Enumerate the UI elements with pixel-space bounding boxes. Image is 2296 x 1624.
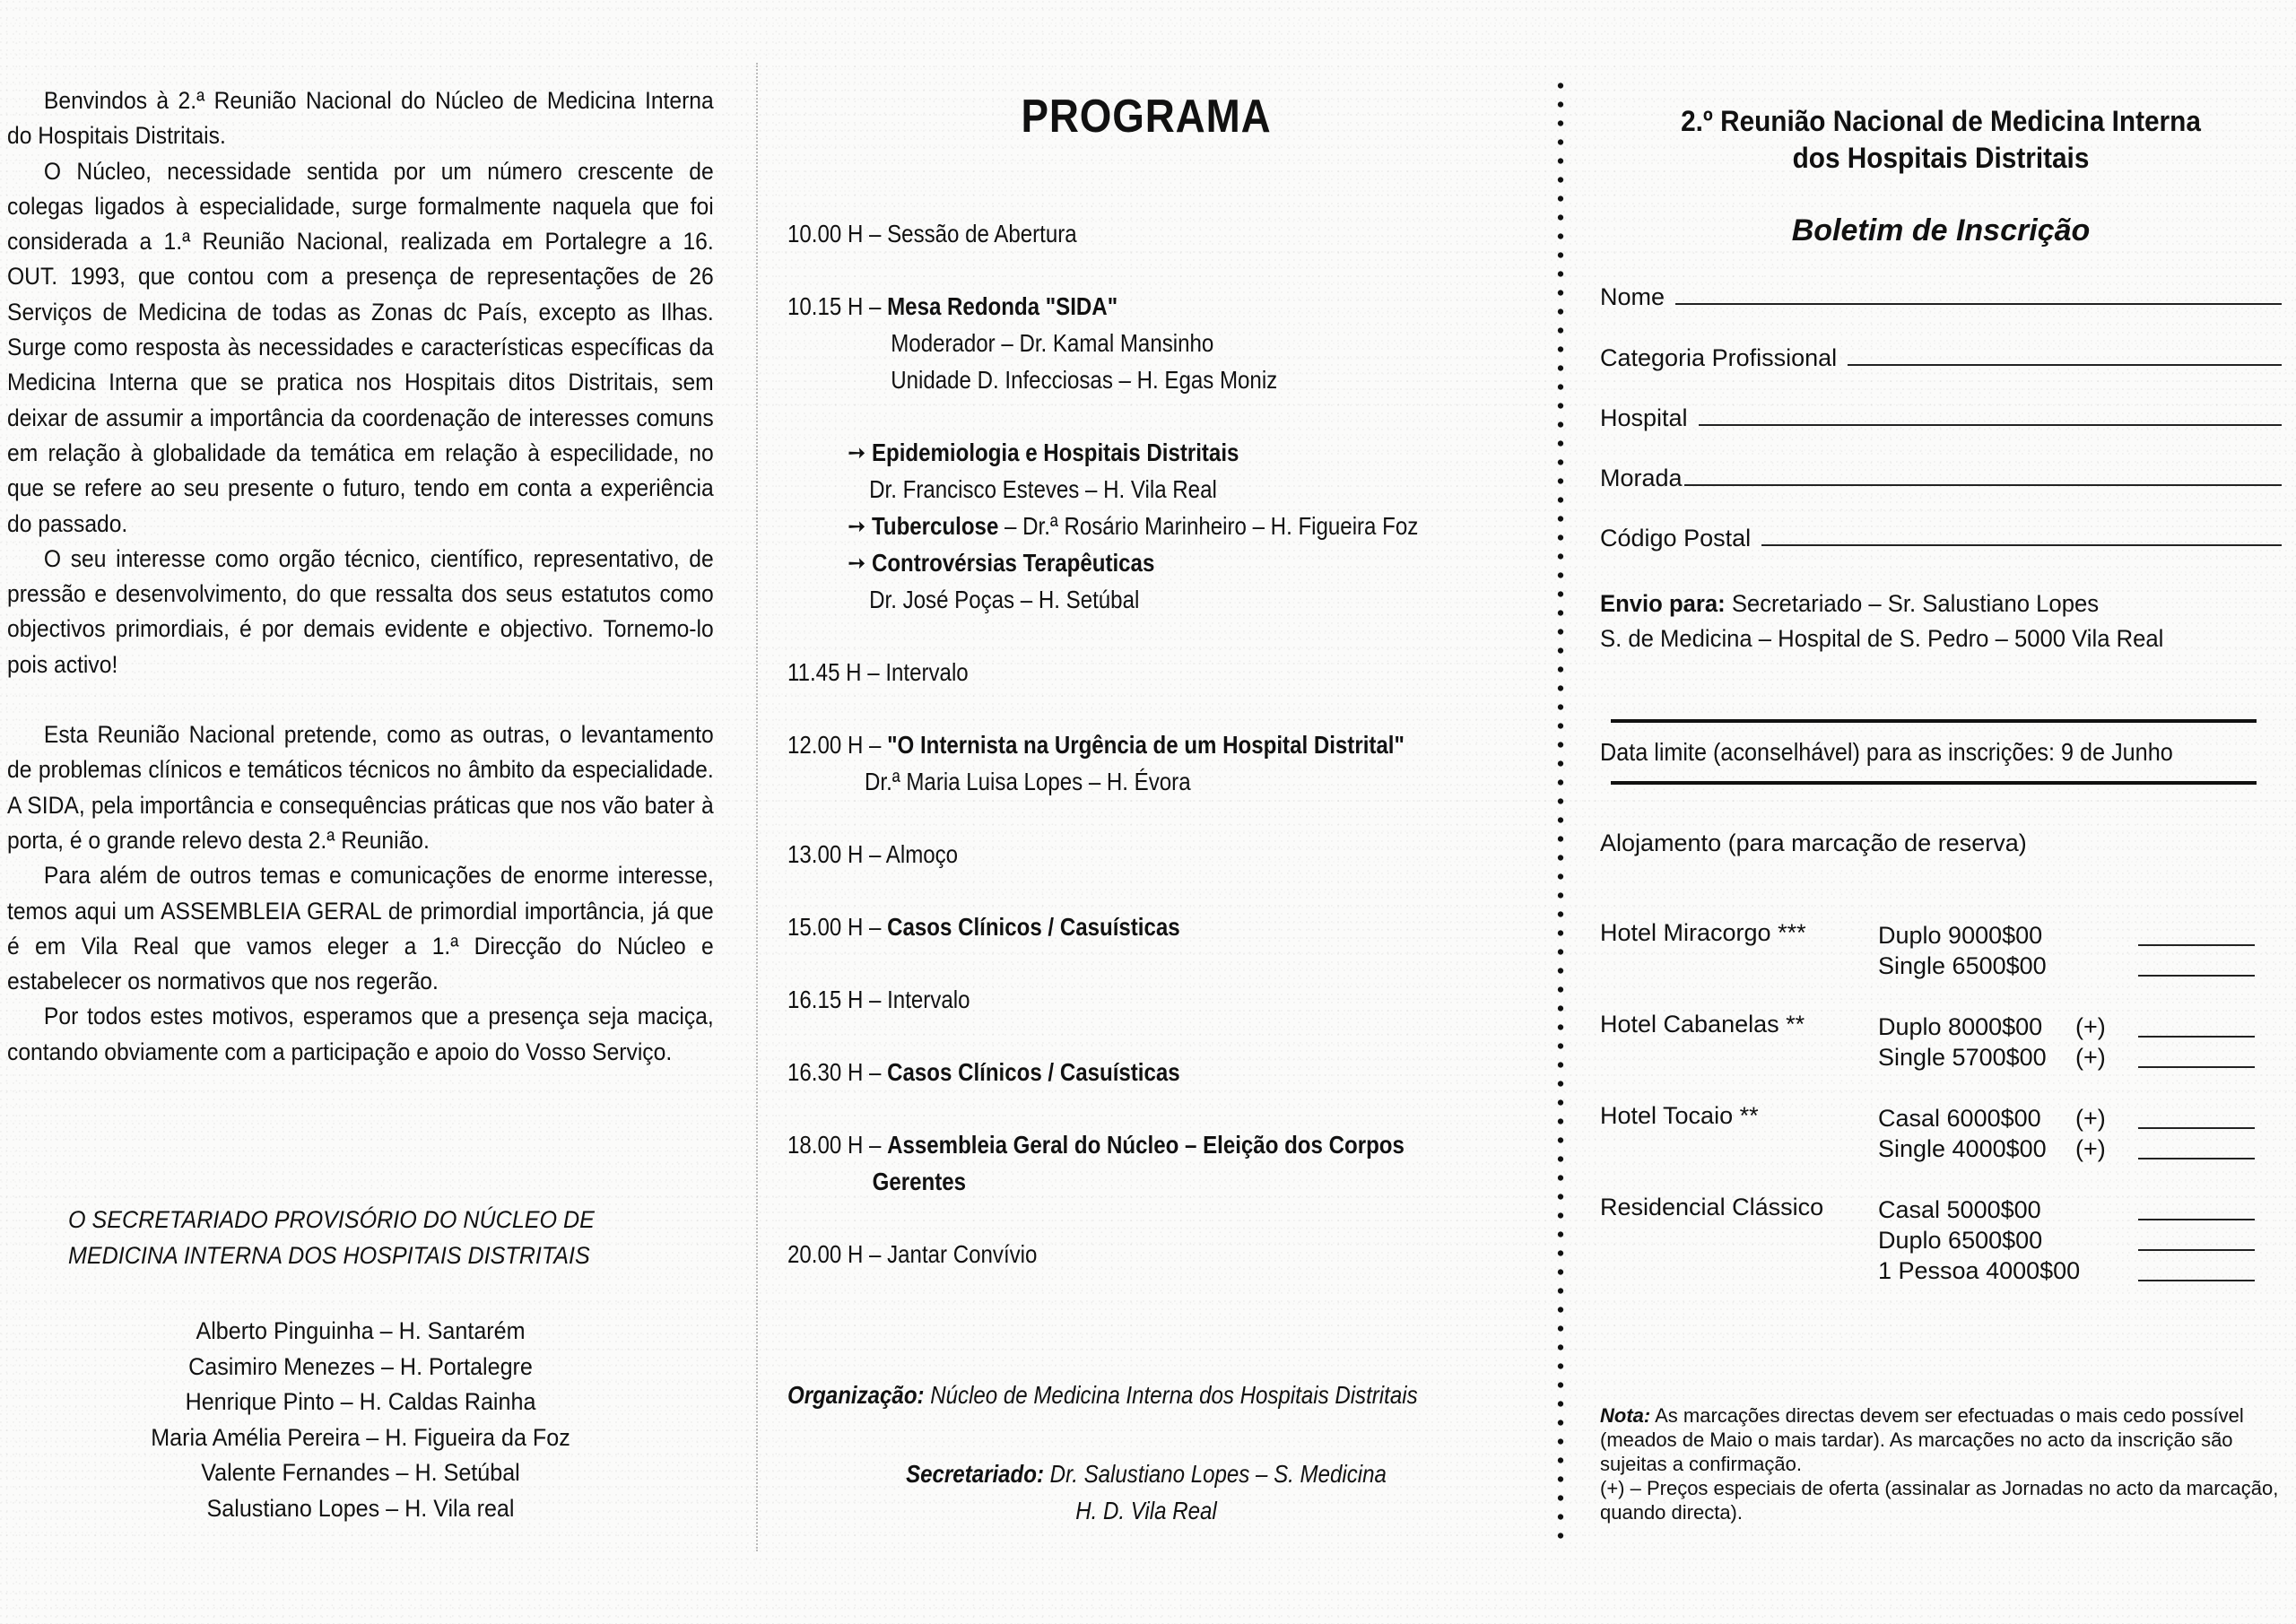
- room-option: [1600, 1224, 2282, 1255]
- item-title: Casos Clínicos / Casuísticas: [887, 1058, 1180, 1086]
- note-text: As marcações directas devem ser efectuadas o mais cedo possível (meados de Maio o mais tardar). As marcações no acto da inscrição são sujeitas a confirmação.: [1600, 1404, 2244, 1475]
- hotel-item: [1600, 919, 2282, 980]
- item-time: 13.00 H –: [787, 840, 886, 868]
- room-label: Single 5700$00: [1878, 1044, 2047, 1071]
- professional-category-field[interactable]: [1600, 344, 2282, 372]
- member: Valente Fernandes – H. Setúbal: [201, 1459, 520, 1486]
- arrow-icon: ➙: [848, 549, 866, 577]
- secretariat-title: O SECRETARIADO PROVISÓRIO DO NÚCLEO DE MEDICINA INTERNA DOS HOSPITAIS DISTRITAIS: [68, 1206, 595, 1269]
- item-time: 16.15 H –: [787, 986, 888, 1013]
- form-title: [1624, 103, 2258, 177]
- paragraph-meeting-goal: Esta Reunião Nacional pretende, como as outras, o levantamento de problemas clínicos e temáticos técnicos no âmbito da especialidade. A SIDA, pela importância e consequências práticas que nos vão bater à porta, é o grande relevo desta 2.ª Reunião.: [7, 721, 714, 854]
- deadline-text: Data limite (aconselhável) para as inscrições: 9 de Junho: [1600, 738, 2173, 766]
- divider: [1611, 781, 2257, 785]
- arrow-icon: ➙: [848, 512, 866, 540]
- address-field[interactable]: [1600, 465, 2282, 492]
- note-special-prices: (+) – Preços especiais de oferta (assinalar as Jornadas no acto da marcação, quando directa).: [1600, 1477, 2279, 1524]
- reservation-blank[interactable]: [2138, 1066, 2255, 1068]
- field-label: Morada: [1600, 465, 1683, 491]
- program-item: [787, 981, 1418, 1018]
- special-price-marker: (+): [2075, 1013, 2106, 1040]
- member: Casimiro Menezes – H. Portalegre: [188, 1352, 533, 1380]
- item-title: Sessão de Abertura: [887, 220, 1077, 248]
- reservation-blank[interactable]: [2138, 1158, 2255, 1159]
- item-title: "O Internista na Urgência de um Hospital Distrital": [887, 731, 1405, 759]
- perforation-cut-line: [1557, 76, 1564, 1547]
- item-time: 10.00 H –: [787, 220, 888, 248]
- item-title: Intervalo: [887, 986, 970, 1013]
- program-subitem: [787, 434, 1418, 508]
- item-title-continued: Gerentes: [872, 1168, 967, 1195]
- program-item: [787, 1236, 1418, 1272]
- postal-code-input-line[interactable]: [1761, 544, 2282, 546]
- item-title: Assembleia Geral do Núcleo – Eleição dos Corpos: [887, 1131, 1405, 1159]
- paragraph-nucleo: O Núcleo, necessidade sentida por um número crescente de colegas ligados à especialidade, surge formalmente naquela que foi considerada a 1.ª Reunião Nacional, realizada em Portalegre a 16. OUT. 1993, que contou com a presença de representações de 26 Serviços de Medicina de todas as Zonas dc País, excepto as Ilhas. Surge como resposta às necessidades e características específicas da Medicina Interna que se pratica nos Hospitais ditos Distritais, sem deixar de assumir a importância da coordenação de interesses comuns em relação à globalidade da temática em relação à especilidade, no que se refere ao seu presente o futuro, tendo em conta a experiência do passado.: [7, 157, 714, 537]
- form-title-line2: dos Hospitais Distritais: [1792, 142, 2090, 174]
- member: Alberto Pinguinha – H. Santarém: [196, 1317, 526, 1344]
- form-subtitle: Boletim de Inscrição: [1791, 213, 2091, 248]
- subitem-speaker: – Dr.ª Rosário Marinheiro – H. Figueira Foz: [998, 512, 1419, 540]
- secretariat-label: Secretariado:: [906, 1460, 1044, 1488]
- special-price-marker: (+): [2075, 1135, 2106, 1162]
- secretariat-value: Dr. Salustiano Lopes – S. Medicina: [1043, 1460, 1387, 1488]
- item-title: Casos Clínicos / Casuísticas: [887, 913, 1180, 941]
- room-option: [1600, 1041, 2282, 1072]
- room-label: Duplo 6500$00: [1878, 1227, 2043, 1254]
- item-title: Almoço: [885, 840, 959, 868]
- secretariat-line: [787, 1455, 1505, 1529]
- address-input-line[interactable]: [1684, 484, 2282, 486]
- note-label: Nota:: [1600, 1404, 1651, 1427]
- subitem-speaker: Dr. José Poças – H. Setúbal: [869, 586, 1140, 613]
- room-label: Casal 5000$00: [1878, 1196, 2041, 1223]
- paragraph-closing: Por todos estes motivos, esperamos que a presença seja maciça, contando obviamente com a participação e apoio do Vosso Serviço.: [7, 1003, 714, 1065]
- send-to-address: [1600, 586, 2163, 656]
- reservation-blank[interactable]: [2138, 1219, 2255, 1220]
- item-unit: Unidade D. Infecciosas – H. Egas Moniz: [891, 366, 1278, 394]
- subitem-speaker: Dr. Francisco Esteves – H. Vila Real: [869, 475, 1217, 503]
- room-label: Casal 6000$00: [1878, 1105, 2041, 1132]
- program-list: [787, 215, 1418, 1308]
- item-time: 20.00 H –: [787, 1240, 888, 1268]
- item-moderator: Moderador – Dr. Kamal Mansinho: [891, 329, 1214, 357]
- room-label: Duplo 8000$00: [1878, 1013, 2043, 1040]
- name-field[interactable]: [1600, 283, 2282, 311]
- item-time: 18.00 H –: [787, 1131, 888, 1159]
- field-label: Hospital: [1600, 404, 1688, 431]
- hotel-item: [1600, 1102, 2282, 1163]
- divider: [1611, 719, 2257, 723]
- member: Maria Amélia Pereira – H. Figueira da Foz: [151, 1423, 570, 1451]
- field-label: Código Postal: [1600, 525, 1752, 551]
- room-label: Single 6500$00: [1878, 952, 2047, 979]
- secretariat-members: [7, 1314, 714, 1526]
- program-item: [787, 908, 1418, 945]
- member: Henrique Pinto – H. Caldas Rainha: [185, 1388, 536, 1415]
- item-time: 11.45 H –: [787, 658, 886, 686]
- hotel-list: [1600, 919, 2282, 1316]
- program-item: [787, 726, 1418, 800]
- welcome-text: [7, 83, 767, 1070]
- paragraph-welcome: Benvindos à 2.ª Reunião Nacional do Núcleo de Medicina Interna do Hospitais Distritais.: [7, 87, 714, 150]
- item-time: 12.00 H –: [787, 731, 888, 759]
- room-label: 1 Pessoa 4000$00: [1878, 1257, 2081, 1284]
- hospital-field[interactable]: [1600, 404, 2282, 432]
- lodging-heading: Alojamento (para marcação de reserva): [1600, 829, 2027, 856]
- program-item: [787, 288, 1418, 398]
- reservation-blank[interactable]: [2138, 1280, 2255, 1281]
- hotel-item: [1600, 1011, 2282, 1072]
- paragraph-interest: O seu interesse como orgão técnico, científico, representativo, de pressão e desenvolvimento, do que ressalta dos seus estatutos como objectivos primordiais, é por demais evidente e objectivo. Tornemo-lo pois activo!: [7, 544, 714, 678]
- form-title-line1: 2.º Reunião Nacional de Medicina Interna: [1681, 105, 2201, 137]
- item-time: 16.30 H –: [787, 1058, 888, 1086]
- hospital-input-line[interactable]: [1699, 424, 2282, 426]
- program-item: [787, 1126, 1418, 1200]
- field-label: Categoria Profissional: [1600, 344, 1838, 371]
- send-to-line1: Secretariado – Sr. Salustiano Lopes: [1725, 590, 2100, 617]
- hotel-name: Residencial Clássico: [1600, 1194, 1824, 1220]
- reservation-blank[interactable]: [2138, 975, 2255, 977]
- organization-line: [787, 1381, 1418, 1410]
- organization-value: Núcleo de Medicina Interna dos Hospitais Distritais: [924, 1381, 1418, 1409]
- reservation-blank[interactable]: [2138, 1249, 2255, 1251]
- hotel-name: Hotel Tocaio **: [1600, 1102, 1759, 1129]
- program-title: PROGRAMA: [1021, 91, 1272, 143]
- item-time: 15.00 H –: [787, 913, 888, 941]
- program-item: [787, 836, 1418, 873]
- program-item: [787, 215, 1418, 252]
- special-price-marker: (+): [2075, 1044, 2106, 1071]
- note: [1600, 1403, 2282, 1524]
- program-subitem: [787, 508, 1418, 544]
- program-subitem: [787, 544, 1418, 618]
- item-speaker: Dr.ª Maria Luisa Lopes – H. Évora: [865, 768, 1191, 795]
- member: Salustiano Lopes – H. Vila real: [206, 1494, 515, 1522]
- organization-label: Organização:: [787, 1381, 925, 1409]
- room-label: Duplo 9000$00: [1878, 922, 2043, 949]
- room-option: [1600, 950, 2282, 980]
- reservation-blank[interactable]: [2138, 1127, 2255, 1129]
- item-title: Intervalo: [885, 658, 969, 686]
- item-time: 10.15 H –: [787, 292, 888, 320]
- subitem-title: Epidemiologia e Hospitais Distritais: [871, 439, 1239, 466]
- postal-code-field[interactable]: [1600, 525, 2282, 552]
- item-title: Jantar Convívio: [887, 1240, 1038, 1268]
- send-to-line2: S. de Medicina – Hospital de S. Pedro – 5000 Vila Real: [1600, 625, 2164, 652]
- hotel-name: Hotel Cabanelas **: [1600, 1011, 1805, 1038]
- room-option: [1600, 1255, 2282, 1285]
- program-item: [787, 654, 1418, 690]
- reservation-blank[interactable]: [2138, 944, 2255, 946]
- field-label: Nome: [1600, 283, 1665, 310]
- hotel-name: Hotel Miracorgo ***: [1600, 919, 1806, 946]
- hotel-item: [1600, 1194, 2282, 1285]
- name-input-line[interactable]: [1675, 303, 2282, 305]
- room-label: Single 4000$00: [1878, 1135, 2047, 1162]
- secretariat-value-line2: H. D. Vila Real: [1075, 1497, 1217, 1524]
- special-price-marker: (+): [2075, 1105, 2106, 1132]
- send-to-label: Envio para:: [1600, 590, 1726, 617]
- item-title: Mesa Redonda "SIDA": [887, 292, 1118, 320]
- program-item: [787, 1054, 1418, 1090]
- subitem-title: Tuberculose: [871, 512, 999, 540]
- arrow-icon: ➙: [848, 439, 866, 466]
- category-input-line[interactable]: [1848, 364, 2282, 366]
- room-option: [1600, 1133, 2282, 1163]
- reservation-blank[interactable]: [2138, 1036, 2255, 1038]
- paragraph-assembly: Para além de outros temas e comunicações de enorme interesse, temos aqui um ASSEMBLEIA GERAL de primordial importância, já que é em Vila Real que vamos eleger a 1.ª Direcção do Núcleo e estabelecer os normativos que nos regerão.: [7, 862, 714, 995]
- subitem-title: Controvérsias Terapêuticas: [871, 549, 1155, 577]
